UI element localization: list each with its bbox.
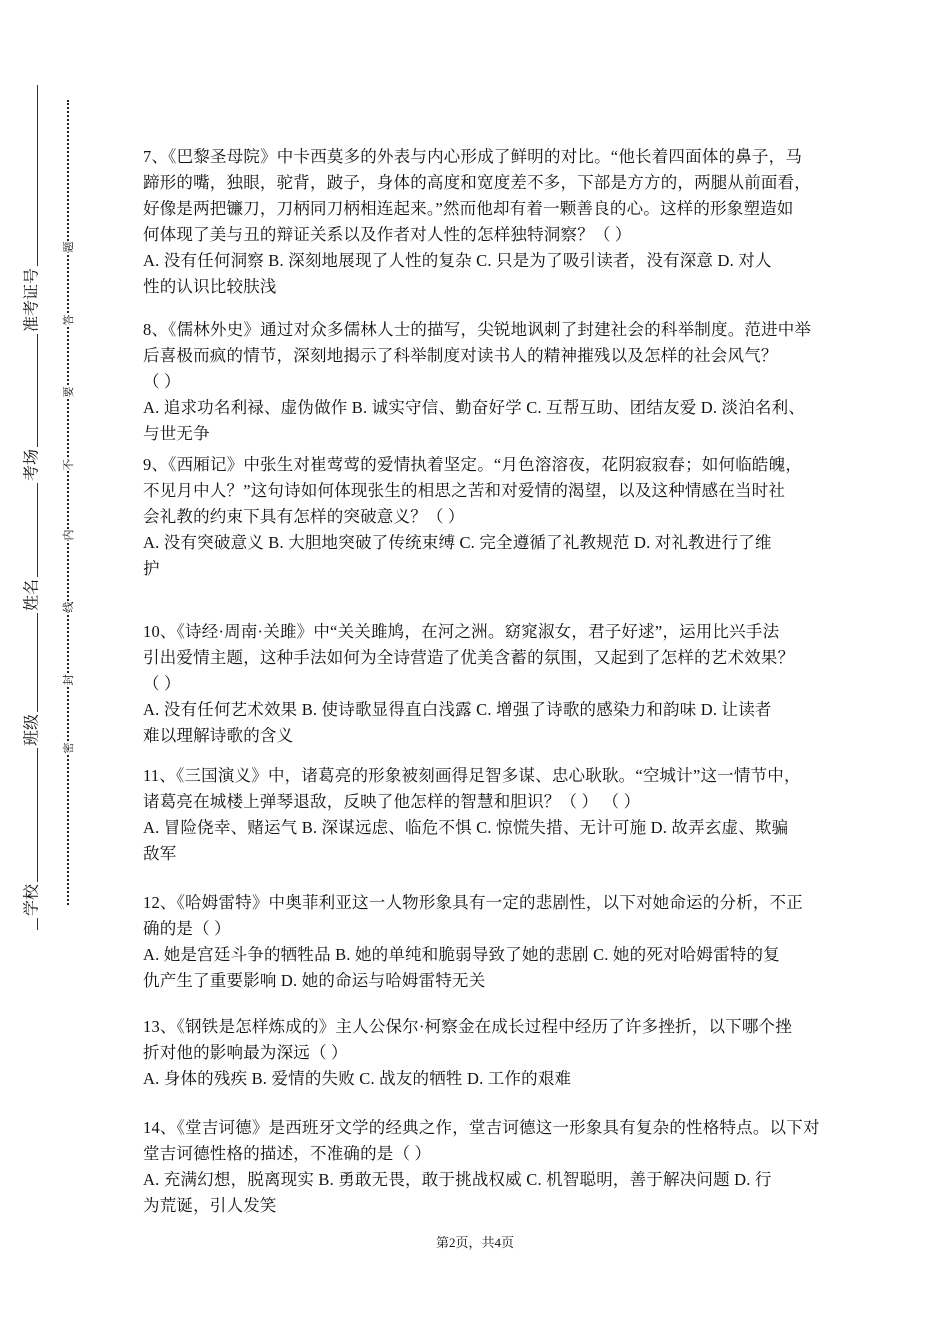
question-line: A. 充满幻想，脱离现实 B. 勇敢无畏，敢于挑战权威 C. 机智聪明，善于解决问题 D. 行	[143, 1170, 772, 1189]
question-line: 诸葛亮在城楼上弹琴退敌，反映了他怎样的智慧和胆识？（ ） （ ）	[143, 792, 641, 811]
question-line: 10、《诗经·周南·关雎》中“关关雎鸠，在河之洲。窈窕淑女，君子好逑”，运用比兴手法	[143, 622, 780, 641]
seal-char: 题	[58, 242, 78, 253]
question-9	[143, 452, 823, 582]
question-line: 7、《巴黎圣母院》中卡西莫多的外表与内心形成了鲜明的对比。“他长着四面体的鼻子，马	[143, 147, 803, 166]
question-line: 为荒诞，引人发笑	[143, 1196, 277, 1215]
question-line: 好像是两把镰刀，刀柄同刀柄相连起来。”然而他却有着一颗善良的心。这样的形象塑造如	[143, 199, 794, 218]
question-line: A. 追求功名利禄、虚伪做作 B. 诚实守信、勤奋好学 C. 互帮互助、团结友爱 D. 淡泊名利、	[143, 398, 806, 417]
seal-char: 要	[58, 387, 78, 398]
question-line: 14、《堂吉诃德》是西班牙文学的经典之作，堂吉诃德这一形象具有复杂的性格特点。以下对	[143, 1118, 820, 1137]
seal-char: 线	[58, 602, 78, 613]
question-line: 堂吉诃德性格的描述，不准确的是（ ）	[143, 1144, 432, 1163]
question-8	[143, 317, 823, 447]
class-label: 班级	[19, 712, 42, 748]
question-line: （ ）	[143, 674, 181, 693]
question-line: 确的是（ ）	[143, 919, 231, 938]
question-line: 难以理解诗歌的含义	[143, 726, 294, 745]
question-14	[143, 1115, 823, 1219]
question-line: A. 冒险侥幸、赌运气 B. 深谋远虑、临危不惧 C. 惊慌失措、无计可施 D. 故弄玄虚、欺骗	[143, 818, 789, 837]
page-footer: 第2页，共4页	[435, 1235, 514, 1250]
seal-char: 密	[58, 743, 78, 754]
exam-number-label: 准考证号	[19, 266, 42, 334]
question-line: 会礼教的约束下具有怎样的突破意义？（ ）	[143, 507, 465, 526]
binding-line	[37, 85, 38, 930]
question-line: A. 身体的残疾 B. 爱情的失败 C. 战友的牺牲 D. 工作的艰难	[143, 1069, 572, 1088]
question-line: A. 没有突破意义 B. 大胆地突破了传统束缚 C. 完全遵循了礼教规范 D. 对礼教进行了维	[143, 533, 772, 552]
seal-dotted-line	[67, 100, 69, 905]
question-line: 折对他的影响最为深远（ ）	[143, 1043, 348, 1062]
question-line: 不见月中人？”这句诗如何体现张生的相思之苦和对爱情的渴望，以及这种情感在当时社	[143, 481, 786, 500]
question-line: A. 她是宫廷斗争的牺牲品 B. 她的单纯和脆弱导致了她的悲剧 C. 她的死对哈姆雷特的复	[143, 945, 780, 964]
question-line: 引出爱情主题，这种手法如何为全诗营造了优美含蓄的氛围，又起到了怎样的艺术效果？	[143, 648, 795, 667]
question-line: 敌军	[143, 844, 177, 863]
question-line: 11、《三国演义》中，诸葛亮的形象被刻画得足智多谋、忠心耿耿。“空城计”这一情节中，	[143, 766, 801, 785]
seal-char: 封	[58, 675, 78, 686]
question-line: 何体现了美与丑的辩证关系以及作者对人性的怎样独特洞察？（ ）	[143, 225, 632, 244]
question-line: 性的认识比较肤浅	[143, 277, 277, 296]
question-line: 后喜极而疯的情节，深刻地揭示了科举制度对读书人的精神摧残以及怎样的社会风气？	[143, 346, 778, 365]
exam-room-label: 考场	[19, 447, 42, 483]
question-line: 12、《哈姆雷特》中奥菲利亚这一人物形象具有一定的悲剧性，以下对她命运的分析，不正	[143, 893, 803, 912]
question-12	[143, 890, 823, 994]
question-line: 8、《儒林外史》通过对众多儒林人士的描写，尖锐地讽刺了封建社会的科举制度。范进中举	[143, 320, 812, 339]
question-10	[143, 619, 823, 749]
seal-char: 答	[58, 315, 78, 326]
question-line: A. 没有任何洞察 B. 深刻地展现了人性的复杂 C. 只是为了吸引读者，没有深意 D. 对人	[143, 251, 772, 270]
question-line: 9、《西厢记》中张生对崔莺莺的爱情执着坚定。“月色溶溶夜，花阴寂寂春；如何临皓魄，	[143, 455, 803, 474]
question-line: （ ）	[143, 372, 181, 391]
question-13	[143, 1014, 823, 1092]
school-label: 学校	[19, 882, 42, 918]
question-line: A. 没有任何艺术效果 B. 使诗歌显得直白浅露 C. 增强了诗歌的感染力和韵味 D. 让读者	[143, 700, 772, 719]
seal-char: 不	[58, 460, 78, 471]
seal-char: 内	[58, 530, 78, 541]
name-label: 姓名	[19, 577, 42, 613]
question-11	[143, 763, 823, 867]
question-line: 仇产生了重要影响 D. 她的命运与哈姆雷特无关	[143, 971, 486, 990]
question-line: 13、《钢铁是怎样炼成的》主人公保尔·柯察金在成长过程中经历了许多挫折，以下哪个挫	[143, 1017, 792, 1036]
question-7	[143, 144, 823, 300]
question-line: 护	[143, 559, 160, 578]
question-line: 蹄形的嘴，独眼，驼背，跛子，身体的高度和宽度差不多，下部是方方的，两腿从前面看，	[143, 173, 811, 192]
question-line: 与世无争	[143, 424, 210, 443]
